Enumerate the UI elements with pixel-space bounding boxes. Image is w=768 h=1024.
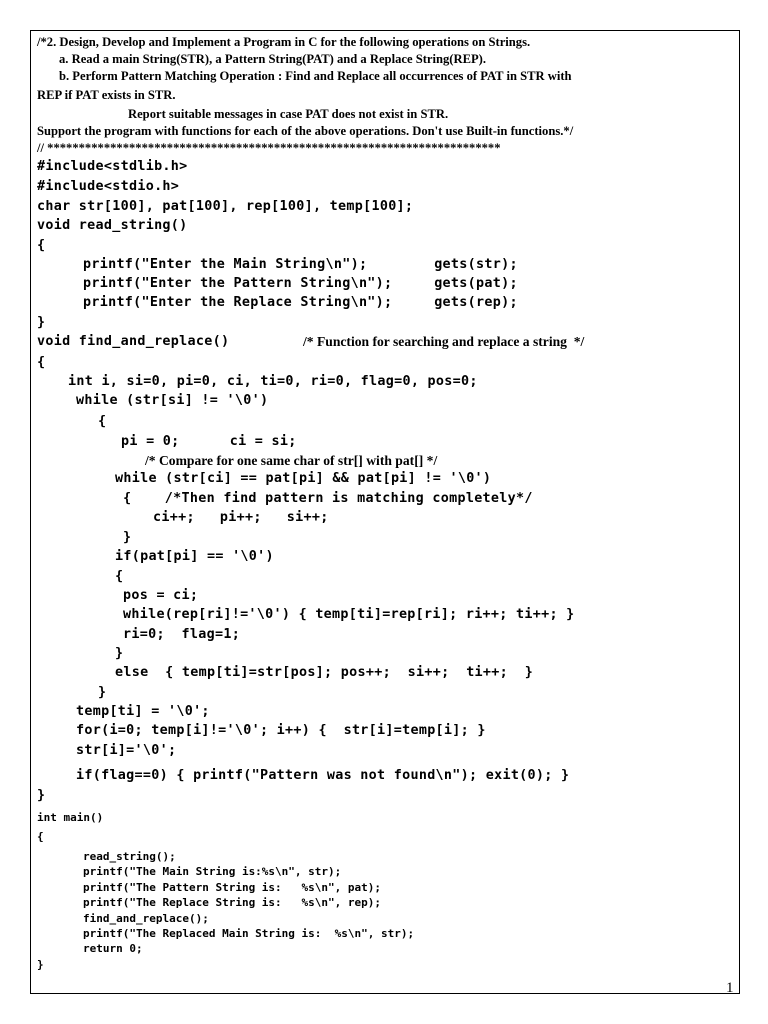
code-line-print-result: printf("The Replaced Main String is: %s\n", str); <box>83 927 415 940</box>
code-line-brace: } <box>123 530 132 545</box>
code-line-declarations: int i, si=0, pi=0, ci, ti=0, ri=0, flag=0, pos=0; <box>68 374 478 389</box>
code-line-read-main: printf("Enter the Main String\n"); gets(str); <box>83 257 518 272</box>
code-line-read-pattern: printf("Enter the Pattern String\n"); gets(pat); <box>83 276 518 291</box>
page-number: 1 <box>726 980 734 996</box>
header-line-3: b. Perform Pattern Matching Operation : Find and Replace all occurrences of PAT in STR with <box>59 69 572 83</box>
code-line-print-main: printf("The Main String is:%s\n", str); <box>83 865 342 878</box>
code-line-if-match: if(pat[pi] == '\0') <box>115 549 274 564</box>
code-line-print-pattern: printf("The Pattern String is: %s\n", pat); <box>83 881 382 894</box>
code-line-include-stdlib: #include<stdlib.h> <box>37 159 188 174</box>
code-line-brace: } <box>115 646 124 661</box>
code-line-brace: { <box>115 569 124 584</box>
code-line-brace: { <box>37 355 46 370</box>
code-line-copy-back: for(i=0; temp[i]!='\0'; i++) { str[i]=temp[i]; } <box>76 723 486 738</box>
code-line-call-read: read_string(); <box>83 850 176 863</box>
code-line-terminate-str: str[i]='\0'; <box>76 743 177 758</box>
header-line-4: REP if PAT exists in STR. <box>37 88 176 102</box>
code-line-terminate-temp: temp[ti] = '\0'; <box>76 704 210 719</box>
code-line-find-replace-signature: void find_and_replace() <box>37 334 230 349</box>
code-comment-find-replace: /* Function for searching and replace a string */ <box>303 334 585 349</box>
code-line-return: return 0; <box>83 942 143 955</box>
header-line-2: a. Read a main String(STR), a Pattern String(PAT) and a Replace String(REP). <box>59 52 486 66</box>
code-line-brace: } <box>37 788 46 803</box>
header-line-1: /*2. Design, Develop and Implement a Program in C for the following operations on Strings. <box>37 35 531 49</box>
code-line-read-replace: printf("Enter the Replace String\n"); gets(rep); <box>83 295 518 310</box>
code-comment-compare: /* Compare for one same char of str[] with pat[] */ <box>145 453 438 468</box>
code-line-include-stdio: #include<stdio.h> <box>37 179 180 194</box>
code-line-reset-indices: pi = 0; ci = si; <box>121 434 297 449</box>
code-line-inner-while: while (str[ci] == pat[pi] && pat[pi] != '\0') <box>115 471 492 486</box>
code-line-brace: { <box>37 238 46 253</box>
code-line-call-find-replace: find_and_replace(); <box>83 912 209 925</box>
code-line-outer-while: while (str[si] != '\0') <box>76 393 269 408</box>
code-line-not-found: if(flag==0) { printf("Pattern was not found\n"); exit(0); } <box>76 768 570 783</box>
code-line-read-string-signature: void read_string() <box>37 218 188 233</box>
code-line-brace: } <box>37 958 44 971</box>
header-line-5: Report suitable messages in case PAT does not exist in STR. <box>128 107 449 121</box>
code-line-globals: char str[100], pat[100], rep[100], temp[100]; <box>37 199 414 214</box>
code-line-main-signature: int main() <box>37 811 104 824</box>
code-line-brace: } <box>98 685 107 700</box>
code-line-else: else { temp[ti]=str[pos]; pos++; si++; ti++; } <box>115 665 534 680</box>
header-line-6: Support the program with functions for each of the above operations. Don't use Built-in functions.*/ <box>37 124 574 138</box>
code-line-inner-comment: { /*Then find pattern is matching completely*/ <box>123 491 533 506</box>
code-line-increment: ci++; pi++; si++; <box>153 510 329 525</box>
code-line-brace: { <box>98 414 107 429</box>
code-line-pos-assign: pos = ci; <box>123 588 199 603</box>
code-line-brace: } <box>37 315 46 330</box>
code-line-reset-flag: ri=0; flag=1; <box>123 627 241 642</box>
code-line-copy-replace: while(rep[ri]!='\0') { temp[ti]=rep[ri]; ri++; ti++; } <box>123 607 575 622</box>
code-line-print-replace: printf("The Replace String is: %s\n", rep); <box>83 896 382 909</box>
header-separator: // ************************************************************************ <box>37 141 501 155</box>
code-line-brace: { <box>37 830 44 843</box>
